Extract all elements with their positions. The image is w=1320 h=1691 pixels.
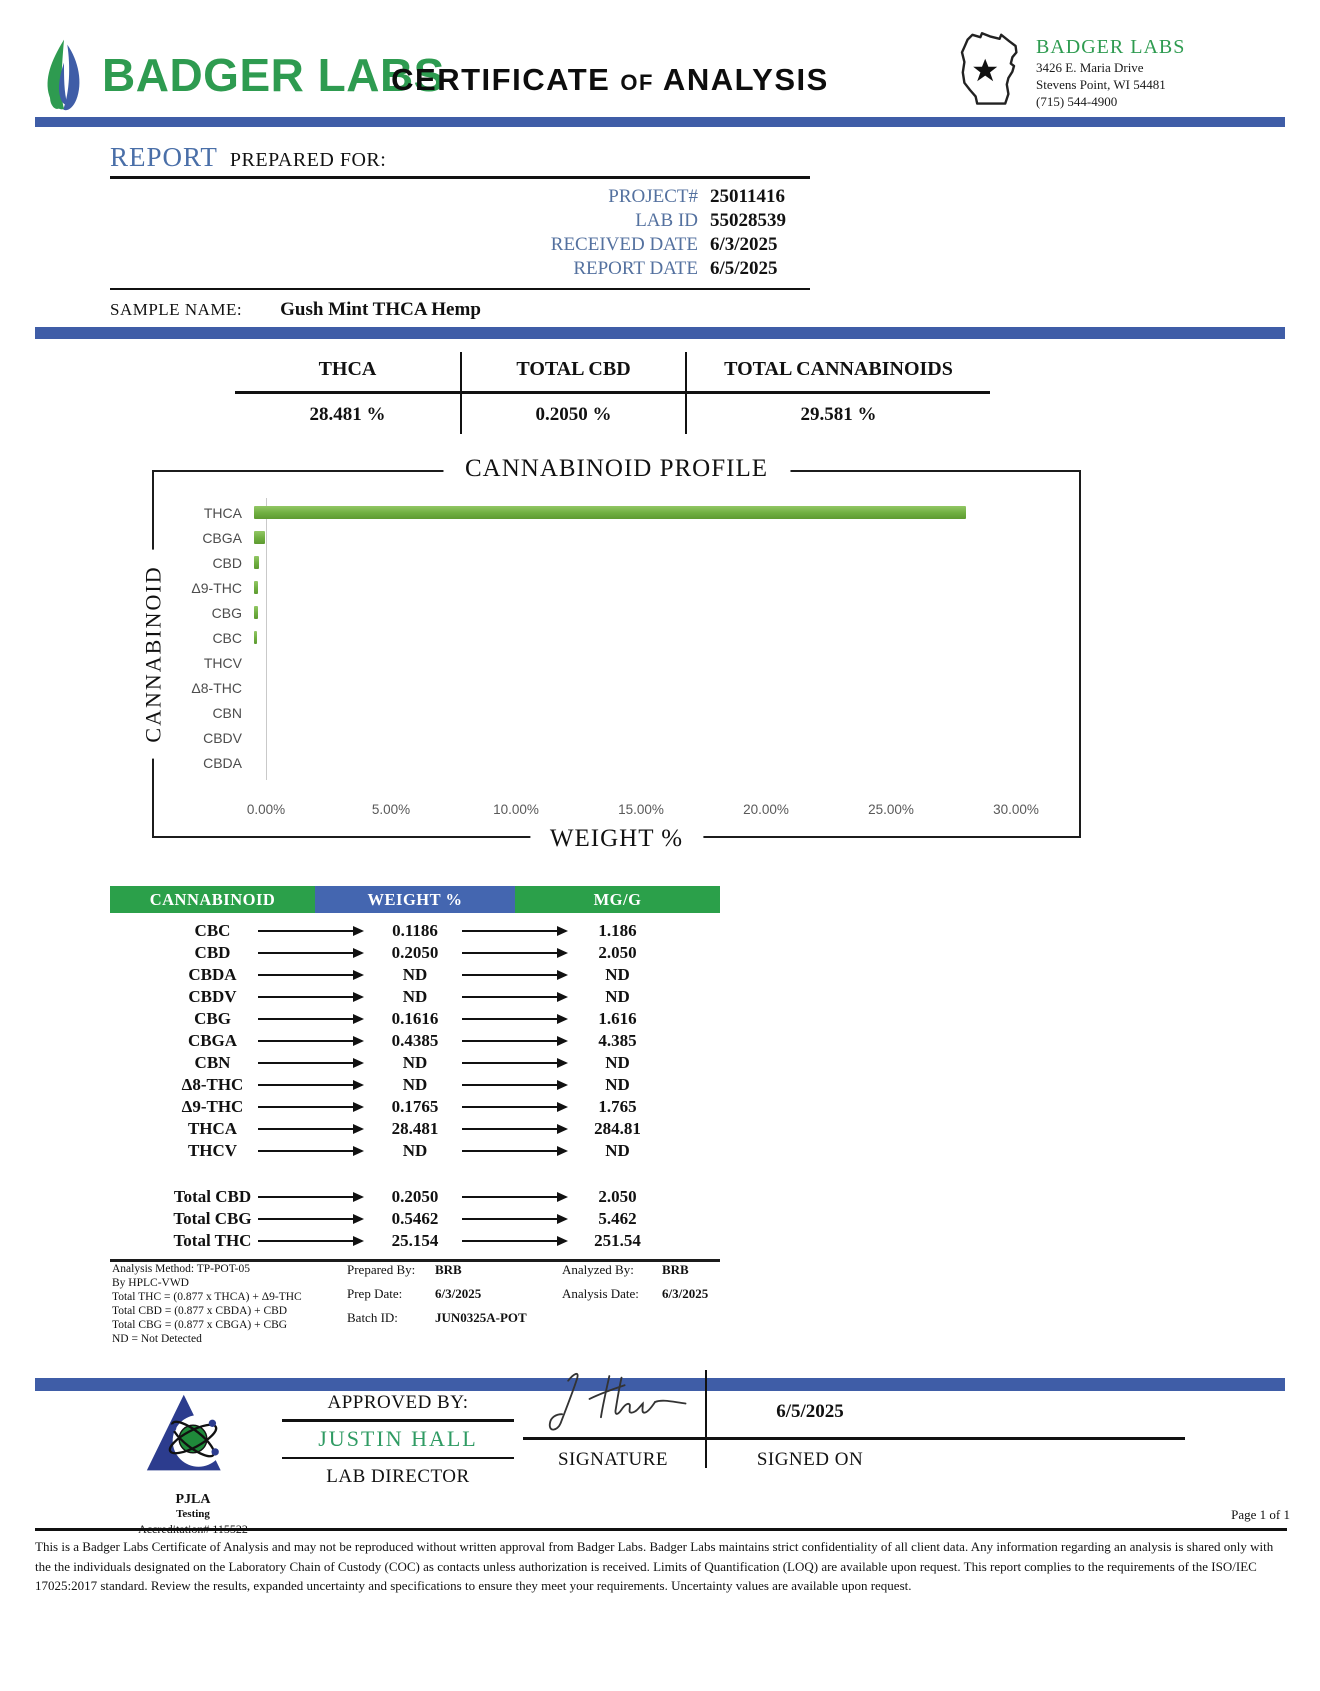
chart-bar-row (154, 500, 1071, 525)
arrow-icon (462, 930, 566, 932)
mg-per-g-value: ND (605, 1141, 630, 1160)
cannabinoid-profile-chart (140, 455, 1081, 852)
arrow-icon (258, 1040, 362, 1042)
weight-percent-value: ND (402, 987, 428, 1006)
disclaimer-rule (35, 1528, 1287, 1531)
chart-bar-row (154, 625, 1071, 650)
logo-wordmark: BADGER LABS (102, 49, 445, 101)
signature-graphic (535, 1370, 705, 1434)
results-table-header-cell: MG/G (515, 886, 720, 913)
chart-bar-row (154, 575, 1071, 600)
cannabinoid-name: CBD (194, 943, 231, 962)
arrow-icon (258, 952, 362, 954)
mg-per-g-value: 2.050 (598, 1187, 637, 1206)
weight-percent-value: 25.154 (391, 1231, 439, 1250)
chart-bar (254, 556, 259, 569)
approver-name: JUSTIN HALL (318, 1425, 478, 1451)
report-field-value: 6/5/2025 (710, 257, 778, 279)
badger-leaf-logo-icon (38, 38, 90, 112)
table-row (110, 1140, 720, 1162)
prep-info-column (347, 1262, 562, 1346)
chart-x-tick-label: 30.00% (993, 802, 1039, 817)
arrow-icon (462, 1018, 566, 1020)
methodology-field-value: 6/3/2025 (662, 1286, 709, 1301)
methodology-field-label: Batch ID: (347, 1310, 398, 1325)
report-field-value: 6/3/2025 (710, 233, 778, 255)
chart-bar (254, 506, 966, 519)
report-heading-underline (110, 176, 810, 179)
wisconsin-state-icon (950, 28, 1030, 112)
mg-per-g-value: 284.81 (594, 1119, 641, 1138)
weight-percent-value: 0.1616 (391, 1009, 439, 1028)
disclaimer-text: This is a Badger Labs Certificate of Analysis and may not be reproduced without written approval from Badger Labs. Badger Labs maintains strict confidentiality of all client data. Any information regarding an analysis is shared only with the the individuals designated on the Laboratory Chain of Custody (COC) as contacts unless authorization is received. Limits of Quantification (LOQ) are available upon request. This report complies to the requirements of the ISO/IEC 17025:2017 standard. Review the results, expanded uncertainty and specifications to ensure they meet your requirements. Uncertainty values are available upon request. (35, 1539, 1274, 1593)
arrow-icon (258, 1218, 362, 1220)
divider-bar-summary (35, 327, 1285, 339)
report-field-label: PROJECT# (608, 185, 698, 207)
table-row (110, 920, 720, 942)
arrow-icon (462, 996, 566, 998)
report-bottom-rule (110, 288, 810, 290)
chart-bar (254, 581, 258, 594)
arrow-icon (258, 1196, 362, 1198)
arrow-icon (462, 1240, 566, 1242)
report-field-label: LAB ID (635, 209, 698, 231)
results-table-header-cell: CANNABINOID (110, 886, 315, 913)
mg-per-g-value: 2.050 (598, 943, 637, 962)
summary-column-header: TOTAL CBD (460, 352, 685, 394)
cannabinoid-results-table (110, 886, 720, 1262)
arrow-icon (462, 1150, 566, 1152)
cannabinoid-name: Δ9-THC (181, 1097, 244, 1116)
chart-x-tick-label: 0.00% (246, 802, 286, 817)
methodology-field-row (562, 1286, 752, 1301)
methodology-notes (112, 1262, 347, 1346)
table-row (110, 964, 720, 986)
signature-label: SIGNATURE (557, 1449, 669, 1470)
chart-bar-track (254, 606, 1071, 619)
chart-category-label: CBD (212, 554, 242, 571)
arrow-icon (258, 930, 362, 932)
mg-per-g-value: 4.385 (598, 1031, 637, 1050)
chart-x-tick-label: 5.00% (371, 802, 411, 817)
chart-bar-row (154, 750, 1071, 775)
chart-bar-row (154, 725, 1071, 750)
chart-bar-track (254, 506, 1071, 519)
weight-percent-value: 0.5462 (391, 1209, 439, 1228)
signature-rule (523, 1437, 1185, 1440)
cannabinoid-name: THCV (187, 1141, 238, 1160)
weight-percent-value: 0.2050 (391, 1187, 439, 1206)
arrow-icon (462, 1084, 566, 1086)
table-row (110, 1052, 720, 1074)
sample-name-value: Gush Mint THCA Hemp (280, 298, 481, 320)
lab-name: BADGER LABS (1036, 36, 1186, 58)
table-spacer (110, 1162, 720, 1186)
cannabinoid-name: CBN (194, 1053, 231, 1072)
summary-column-value: 28.481 % (309, 404, 386, 425)
mg-per-g-value: 251.54 (594, 1231, 641, 1250)
signed-on-label: SIGNED ON (756, 1449, 864, 1470)
chart-bar-row (154, 700, 1071, 725)
chart-bar-track (254, 581, 1071, 594)
cannabinoid-name: CBC (194, 921, 231, 940)
chart-bar (254, 531, 265, 544)
summary-column-value: 29.581 % (685, 394, 990, 434)
divider-bar-top (35, 117, 1285, 127)
pjla-accreditation-icon (145, 1392, 241, 1486)
cannabinoid-name: Total CBG (173, 1209, 252, 1228)
approval-rule (282, 1419, 514, 1422)
chart-x-tick-label: 25.00% (868, 802, 914, 817)
arrow-icon (462, 1040, 566, 1042)
arrow-icon (462, 1128, 566, 1130)
methodology-field-label: Prep Date: (347, 1286, 403, 1301)
cannabinoid-name: CBG (194, 1009, 231, 1028)
approval-block (282, 1392, 514, 1488)
chart-title: CANNABINOID PROFILE (443, 455, 790, 483)
approval-rule (282, 1457, 514, 1460)
report-field-row (110, 233, 810, 257)
results-table-header-cell: WEIGHT % (315, 886, 515, 913)
pjla-org-name: PJLA (175, 1492, 211, 1507)
cannabinoid-name: CBDA (188, 965, 237, 984)
arrow-icon (462, 1062, 566, 1064)
chart-bar-row (154, 650, 1071, 675)
report-heading-word: REPORT (110, 142, 218, 172)
mg-per-g-value: ND (605, 987, 630, 1006)
chart-bars-area (154, 500, 1071, 775)
report-field-label: REPORT DATE (573, 257, 698, 279)
chart-category-label: CBG (211, 604, 242, 621)
weight-percent-value: 0.1186 (392, 921, 438, 940)
weight-percent-value: ND (402, 1053, 428, 1072)
cannabinoid-name: Total THC (173, 1231, 252, 1250)
lab-address-line2: Stevens Point, WI 54481 (1036, 77, 1166, 92)
chart-bar-row (154, 675, 1071, 700)
chart-category-label: CBC (212, 629, 242, 646)
chart-category-label: CBN (212, 704, 242, 721)
cannabinoid-name: CBDV (188, 987, 237, 1006)
mg-per-g-value: 1.616 (598, 1009, 637, 1028)
page-number: Page 1 of 1 (1231, 1507, 1290, 1522)
mg-per-g-value: 1.186 (598, 921, 637, 940)
chart-bar (254, 631, 257, 644)
chart-category-label: THCV (203, 654, 242, 671)
methodology-field-row (562, 1262, 752, 1277)
methodology-note-line: Total CBG = (0.877 x CBGA) + CBG (112, 1319, 288, 1331)
table-row (110, 1186, 720, 1208)
table-row (110, 1096, 720, 1118)
weight-percent-value: ND (402, 1141, 428, 1160)
mg-per-g-value: ND (605, 965, 630, 984)
chart-x-tick-label: 15.00% (618, 802, 664, 817)
methodology-note-line: Analysis Method: TP-POT-05 (112, 1263, 251, 1275)
arrow-icon (258, 1018, 362, 1020)
arrow-icon (258, 1128, 362, 1130)
chart-category-label: CBGA (202, 529, 242, 546)
report-info-section (110, 142, 810, 321)
report-fields (110, 185, 810, 281)
report-field-label: RECEIVED DATE (550, 233, 698, 255)
table-row (110, 1208, 720, 1230)
methodology-field-row (347, 1286, 562, 1301)
weight-percent-value: 0.4385 (391, 1031, 439, 1050)
chart-category-label: CBDV (203, 729, 242, 746)
arrow-icon (462, 1106, 566, 1108)
arrow-icon (462, 1196, 566, 1198)
methodology-field-value: 6/3/2025 (435, 1286, 482, 1301)
weight-percent-value: 0.2050 (391, 943, 439, 962)
approver-title: LAB DIRECTOR (326, 1466, 470, 1487)
chart-bar-row (154, 550, 1071, 575)
chart-y-axis-label: CANNABINOID (140, 549, 166, 758)
chart-bar-row (154, 600, 1071, 625)
chart-category-label: THCA (203, 504, 242, 521)
summary-column-value: 0.2050 % (460, 394, 685, 434)
table-row (110, 1030, 720, 1052)
lab-phone: (715) 544-4900 (1036, 94, 1118, 109)
weight-percent-value: 0.1765 (391, 1097, 439, 1116)
lab-address-block (950, 28, 1185, 112)
weight-percent-value: 28.481 (391, 1119, 439, 1138)
methodology-field-label: Prepared By: (347, 1262, 416, 1277)
mg-per-g-value: 5.462 (598, 1209, 637, 1228)
cannabinoid-name: Total CBD (173, 1187, 252, 1206)
arrow-icon (258, 1106, 362, 1108)
arrow-icon (462, 952, 566, 954)
methodology-section (112, 1262, 752, 1346)
report-field-row (110, 209, 810, 233)
chart-bar (254, 606, 258, 619)
arrow-icon (258, 996, 362, 998)
report-field-row (110, 185, 810, 209)
methodology-note-line: By HPLC-VWD (112, 1277, 189, 1289)
sample-name-label: SAMPLE NAME: (110, 299, 243, 319)
mg-per-g-value: 1.765 (598, 1097, 637, 1116)
cannabinoid-name: CBGA (187, 1031, 238, 1050)
report-heading-rest: PREPARED FOR: (229, 149, 387, 171)
chart-x-axis-ticks (246, 802, 1039, 822)
approved-by-label: APPROVED BY: (327, 1392, 469, 1413)
pjla-sub-label: Testing (176, 1508, 210, 1520)
arrow-icon (258, 1240, 362, 1242)
mg-per-g-value: ND (605, 1053, 630, 1072)
arrow-icon (258, 974, 362, 976)
arrow-icon (462, 1218, 566, 1220)
weight-percent-value: ND (402, 965, 428, 984)
results-table-body (110, 920, 720, 1162)
chart-category-label: Δ8-THC (191, 679, 242, 696)
methodology-field-value: BRB (662, 1262, 689, 1277)
report-field-value: 55028539 (710, 209, 786, 231)
methodology-field-value: BRB (435, 1262, 462, 1277)
report-field-row (110, 257, 810, 281)
arrow-icon (462, 974, 566, 976)
table-row (110, 986, 720, 1008)
chart-bar-track (254, 531, 1071, 544)
signature-divider (705, 1370, 707, 1468)
methodology-note-line: Total THC = (0.877 x THCA) + Δ9-THC (112, 1291, 302, 1303)
pjla-accreditation-block (118, 1392, 268, 1537)
lab-address-line1: 3426 E. Maria Drive (1036, 60, 1144, 75)
chart-category-label: Δ9-THC (191, 579, 242, 596)
potency-summary-table (235, 352, 990, 434)
analysis-info-column (562, 1262, 752, 1346)
report-field-value: 25011416 (710, 185, 785, 207)
methodology-field-row (347, 1262, 562, 1277)
table-row (110, 1118, 720, 1140)
chart-bar-track (254, 556, 1071, 569)
table-row (110, 942, 720, 964)
summary-column-header: THCA (235, 352, 460, 394)
page-title: CERTIFICATE of ANALYSIS (391, 62, 829, 97)
table-row (110, 1230, 720, 1252)
chart-category-label: CBDA (203, 754, 242, 771)
arrow-icon (258, 1062, 362, 1064)
results-table-header (110, 886, 720, 913)
weight-percent-value: ND (402, 1075, 428, 1094)
chart-x-tick-label: 10.00% (493, 802, 539, 817)
methodology-field-row (347, 1310, 562, 1325)
methodology-note-line: Total CBD = (0.877 x CBDA) + CBD (112, 1305, 288, 1317)
summary-column-header: TOTAL CANNABINOIDS (685, 352, 990, 394)
chart-x-tick-label: 20.00% (743, 802, 789, 817)
cannabinoid-name: THCA (187, 1119, 238, 1138)
table-row (110, 1008, 720, 1030)
chart-bar-track (254, 631, 1071, 644)
mg-per-g-value: ND (605, 1075, 630, 1094)
chart-x-axis-label: WEIGHT % (530, 825, 703, 853)
methodology-field-label: Analyzed By: (562, 1262, 634, 1277)
cannabinoid-name: Δ8-THC (181, 1075, 244, 1094)
methodology-field-value: JUN0325A-POT (435, 1310, 527, 1325)
arrow-icon (258, 1150, 362, 1152)
signed-on-date: 6/5/2025 (776, 1401, 844, 1422)
methodology-note-line: ND = Not Detected (112, 1333, 202, 1345)
results-table-totals (110, 1186, 720, 1252)
chart-bar-row (154, 525, 1071, 550)
methodology-field-label: Analysis Date: (562, 1286, 639, 1301)
table-row (110, 1074, 720, 1096)
arrow-icon (258, 1084, 362, 1086)
